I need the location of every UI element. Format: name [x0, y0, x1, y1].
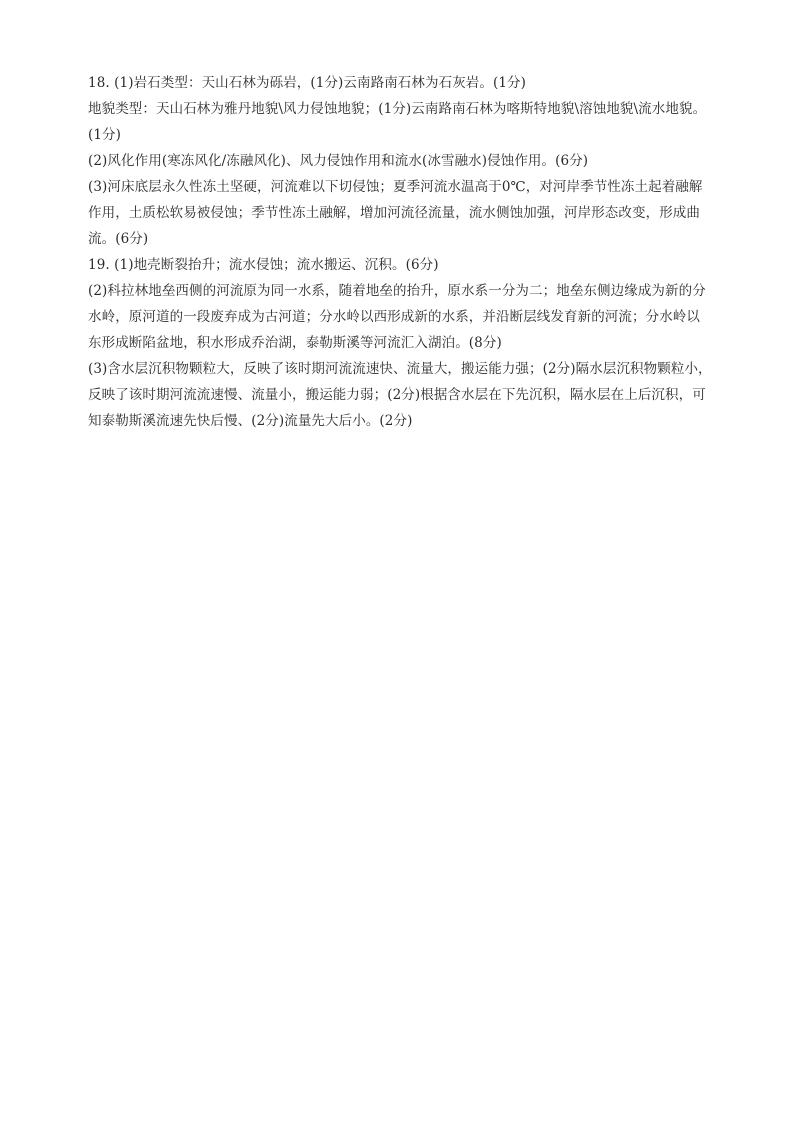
q18-line-7: 流。(6分) [88, 231, 149, 247]
q19-line-7: 知泰勒斯溪流速先快后慢、(2分)流量先大后小。(2分) [88, 413, 413, 429]
q19-line-6: 反映了该时期河流流速慢、流量小，搬运能力弱；(2分)根据含水层在下先沉积，隔水层在上后沉积，可 [88, 387, 706, 403]
q19-line-4: 东形成断陷盆地，积水形成乔治湖，泰勒斯溪等河流汇入湖泊。(8分) [88, 335, 502, 351]
q18-line-6: 作用，土质松软易被侵蚀；季节性冻土融解，增加河流径流量，流水侧蚀加强，河岸形态改变，形成曲 [88, 205, 700, 221]
q18-line-2: 地貌类型：天山石林为雅丹地貌\风力侵蚀地貌；(1分)云南路南石林为喀斯特地貌\溶蚀地貌\流水地貌。 [88, 101, 707, 117]
q18-line-3: (1分) [88, 127, 122, 143]
q18-line-1: 18. (1)岩石类型：天山石林为砾岩，(1分)云南路南石林为石灰岩。(1分) [88, 75, 527, 91]
answer-document [88, 70, 720, 434]
q18-line-4: (2)风化作用(寒冻风化/冻融风化)、风力侵蚀作用和流水(冰雪融水)侵蚀作用。(6分) [88, 153, 589, 169]
q19-line-2: (2)科拉林地垒西侧的河流原为同一水系，随着地垒的抬升，原水系一分为二；地垒东侧边缘成为新的分 [88, 283, 706, 299]
q18-line-5: (3)河床底层永久性冻土坚硬，河流难以下切侵蚀；夏季河流水温高于0℃，对河岸季节性冻土起着融解 [88, 179, 703, 195]
q19-line-5: (3)含水层沉积物颗粒大，反映了该时期河流流速快、流量大，搬运能力强；(2分)隔水层沉积物颗粒小， [88, 361, 712, 377]
q19-line-1: 19. (1)地壳断裂抬升；流水侵蚀；流水搬运、沉积。(6分) [88, 257, 439, 273]
q19-line-3: 水岭，原河道的一段废弃成为古河道；分水岭以西形成新的水系，并沿断层线发育新的河流；分水岭以 [88, 309, 700, 325]
